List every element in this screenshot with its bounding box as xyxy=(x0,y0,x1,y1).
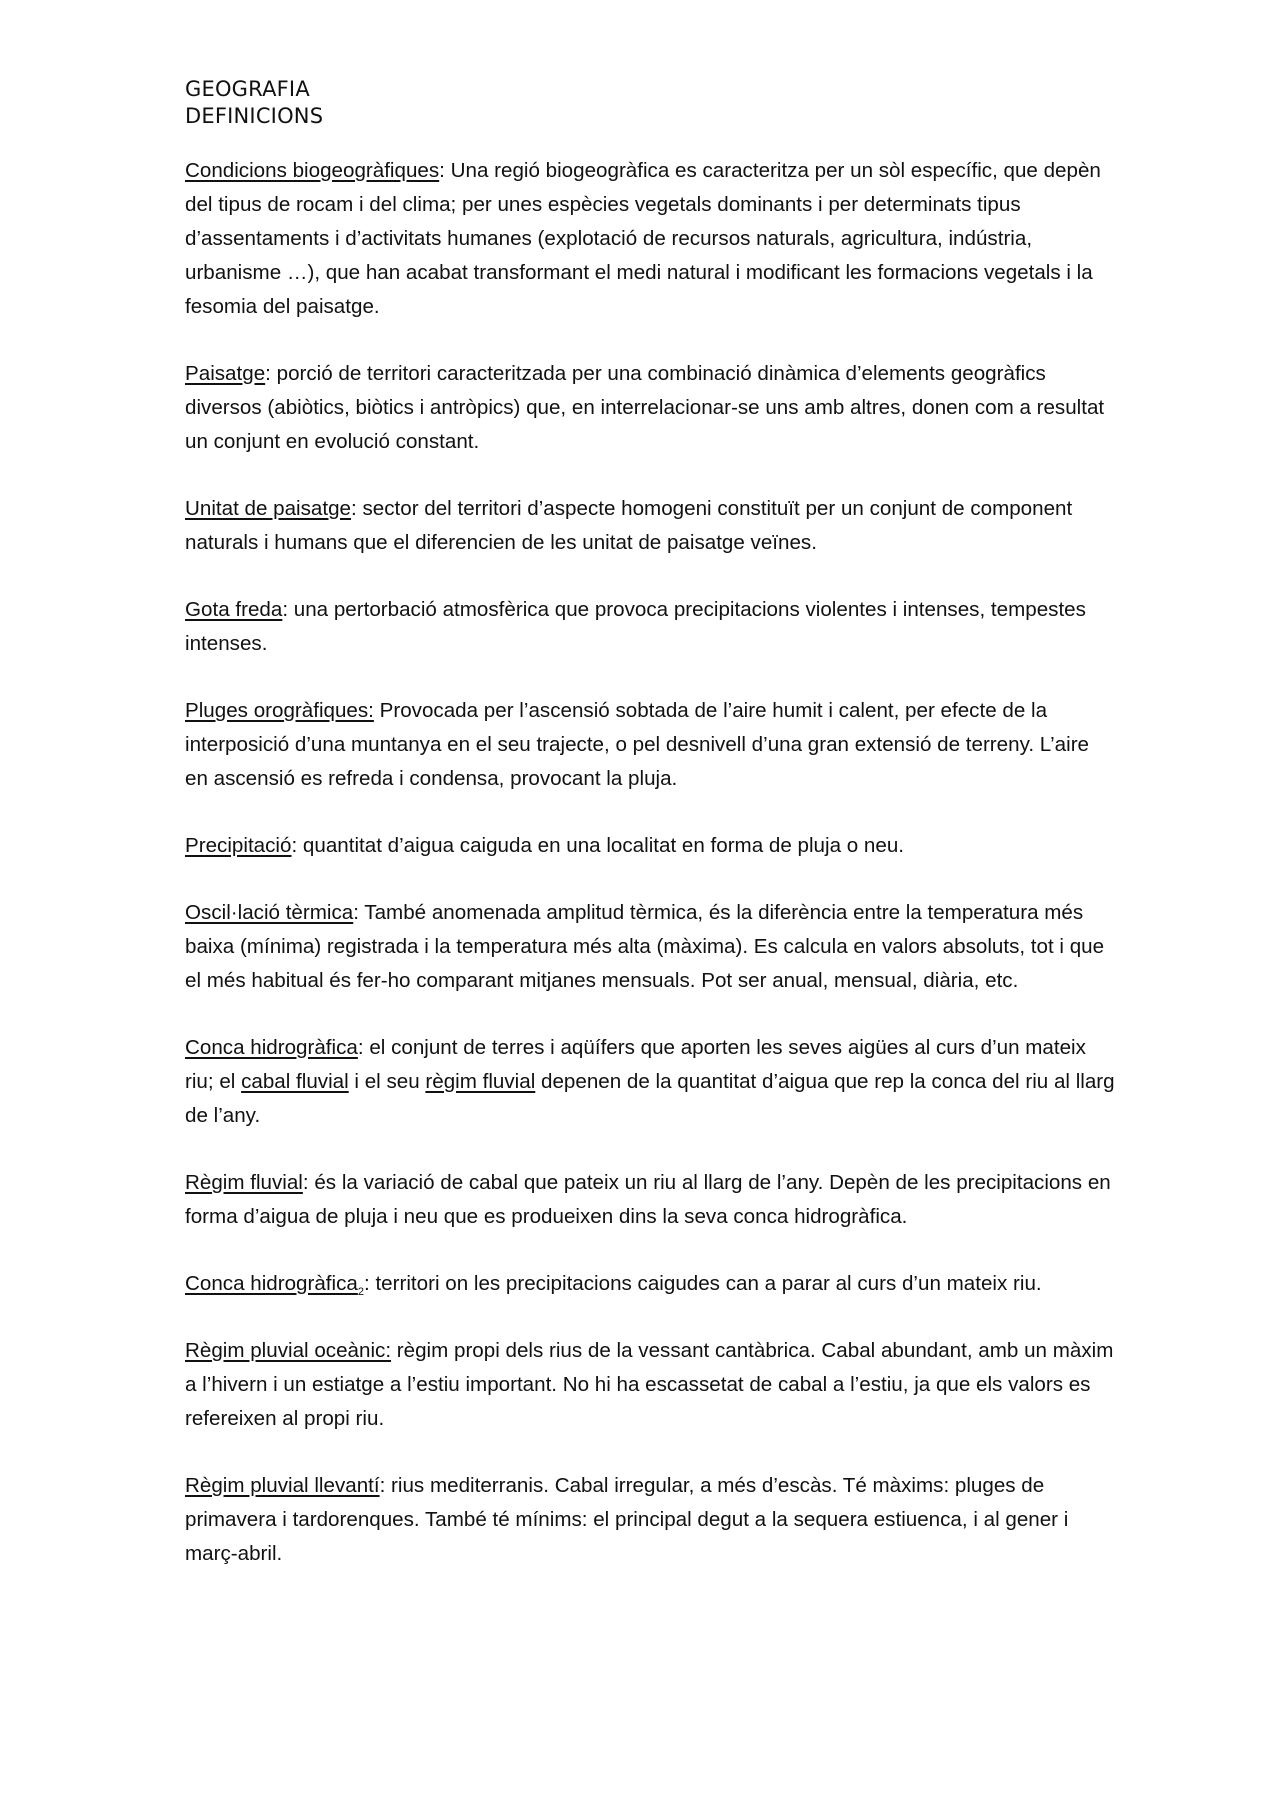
definition-separator: : xyxy=(265,362,271,385)
definition-gota-freda xyxy=(185,593,1115,661)
definition-text: També anomenada amplitud tèrmica, és la diferència entre la temperatura més baixa (mínima) registrada i la temperatura més alta (màxima). Es calcula en valors absoluts, tot i que el més habitual és fer-ho comparant mitjanes mensuals. Pot ser anual, mensual, diària, etc. xyxy=(185,901,1105,992)
definition-text: és la variació de cabal que pateix un riu al llarg de l’any. Depèn de les precipitacions en forma d’aigua de pluja i neu que es produeixen dins la seva conca hidrogràfica. xyxy=(185,1171,1111,1228)
definition-term: Règim fluvial xyxy=(185,1171,303,1194)
cabal-fluvial-link: cabal fluvial xyxy=(241,1070,349,1093)
definition-text: Una regió biogeogràfica es caracteritza per un sòl específic, que depèn del tipus de rocam i del clima; per unes espècies vegetals dominants i per determinats tipus d’assentaments i d’activitats humanes (explotació de recursos naturals, agricultura, indústria, urbanisme …), que han acabat transformant el medi natural i modificant les formacions vegetals i la fesomia del paisatge. xyxy=(185,159,1101,318)
definition-regim-fluvial xyxy=(185,1166,1115,1234)
definition-text: sector del territori d’aspecte homogeni constituït per un conjunt de component naturals i humans que el diferencien de les unitat de paisatge veïnes. xyxy=(185,497,1073,554)
definition-text: porció de territori caracteritzada per una combinació dinàmica d’elements geogràfics diversos (abiòtics, biòtics i antròpics) que, en interrelacionar-se uns amb altres, donen com a resultat un conjunt en evolució constant. xyxy=(185,362,1105,453)
definition-text: el conjunt de terres i aqüífers que aporten les seves aigües al curs d’un mateix riu; el xyxy=(185,1036,1086,1093)
definition-term xyxy=(185,1272,364,1299)
definition-term: Unitat de paisatge xyxy=(185,497,352,520)
definition-term: Condicions biogeogràfiques xyxy=(185,159,440,182)
definition-separator: : xyxy=(351,497,357,520)
definition-condicions-biogeografiques xyxy=(185,154,1115,324)
definition-pluges-orografiques xyxy=(185,694,1115,796)
definition-separator: : xyxy=(357,1036,364,1059)
definition-separator: : xyxy=(439,159,445,182)
document-title: DEFINICIONS xyxy=(185,104,324,128)
definition-separator: : xyxy=(302,1171,309,1194)
definition-separator: : xyxy=(291,834,298,857)
definition-term: Oscil·lació tèrmica xyxy=(185,901,354,924)
definition-regim-pluvial-llevanti xyxy=(185,1469,1115,1571)
definition-text: règim propi dels rius de la vessant cantàbrica. Cabal abundant, amb un màxim a l’hivern i un estiatge a l’estiu important. No hi ha escassetat de cabal a l’estiu, ja que els valors es refereixen al propi riu. xyxy=(185,1339,1114,1430)
definition-term: Règim pluvial oceànic: xyxy=(185,1339,392,1362)
definition-conca-hidrografica-2 xyxy=(185,1267,1115,1301)
definition-regim-pluvial-oceanic xyxy=(185,1334,1115,1436)
definition-unitat-de-paisatge xyxy=(185,492,1115,560)
definition-precipitacio xyxy=(185,829,1115,863)
definition-oscillacio-termica xyxy=(185,896,1115,998)
definition-text: territori on les precipitacions caigudes can a parar al curs d’un mateix riu. xyxy=(369,1272,1042,1295)
definitions-list xyxy=(185,154,1115,1571)
definition-term: Gota freda xyxy=(185,598,283,621)
document-subject: GEOGRAFIA xyxy=(185,77,310,101)
definition-conca-hidrografica xyxy=(185,1031,1115,1133)
definition-term: Paisatge xyxy=(185,362,266,385)
document-page xyxy=(185,76,1115,1604)
definition-text: i el seu xyxy=(348,1070,426,1093)
definition-term: Pluges orogràfiques: xyxy=(185,699,374,722)
regim-fluvial-link: règim fluvial xyxy=(425,1070,536,1093)
definition-text: una pertorbació atmosfèrica que provoca precipitacions violentes i intenses, tempestes intenses. xyxy=(185,598,1086,655)
definition-separator: : xyxy=(282,598,289,621)
definition-text: rius mediterranis. Cabal irregular, a més d’escàs. Té màxims: pluges de primavera i tardorenques. També té mínims: el principal degut a la sequera estiuenca, i al gener i març-abril. xyxy=(185,1474,1069,1565)
definition-separator: : xyxy=(353,901,359,924)
footnote-marker: 2 xyxy=(357,1286,364,1299)
definition-text: quantitat d’aigua caiguda en una localitat en forma de pluja o neu. xyxy=(297,834,904,857)
definition-term: Règim pluvial llevantí xyxy=(185,1474,380,1497)
definition-term-text: Conca hidrogràfica xyxy=(185,1272,358,1295)
definition-separator: : xyxy=(363,1272,370,1295)
definition-text: depenen de la quantitat d’aigua que rep la conca del riu al llarg de l’any. xyxy=(185,1070,1115,1127)
definition-term: Conca hidrogràfica xyxy=(185,1036,358,1059)
definition-text: Provocada per l’ascensió sobtada de l’aire humit i calent, per efecte de la interposició d’una muntanya en el seu trajecte, o pel desnivell d’una gran extensió de terreny. L’aire en ascensió es refreda i condensa, provocant la pluja. xyxy=(185,699,1090,790)
definition-paisatge xyxy=(185,357,1115,459)
definition-separator: : xyxy=(379,1474,386,1497)
definition-term: Precipitació xyxy=(185,834,292,857)
